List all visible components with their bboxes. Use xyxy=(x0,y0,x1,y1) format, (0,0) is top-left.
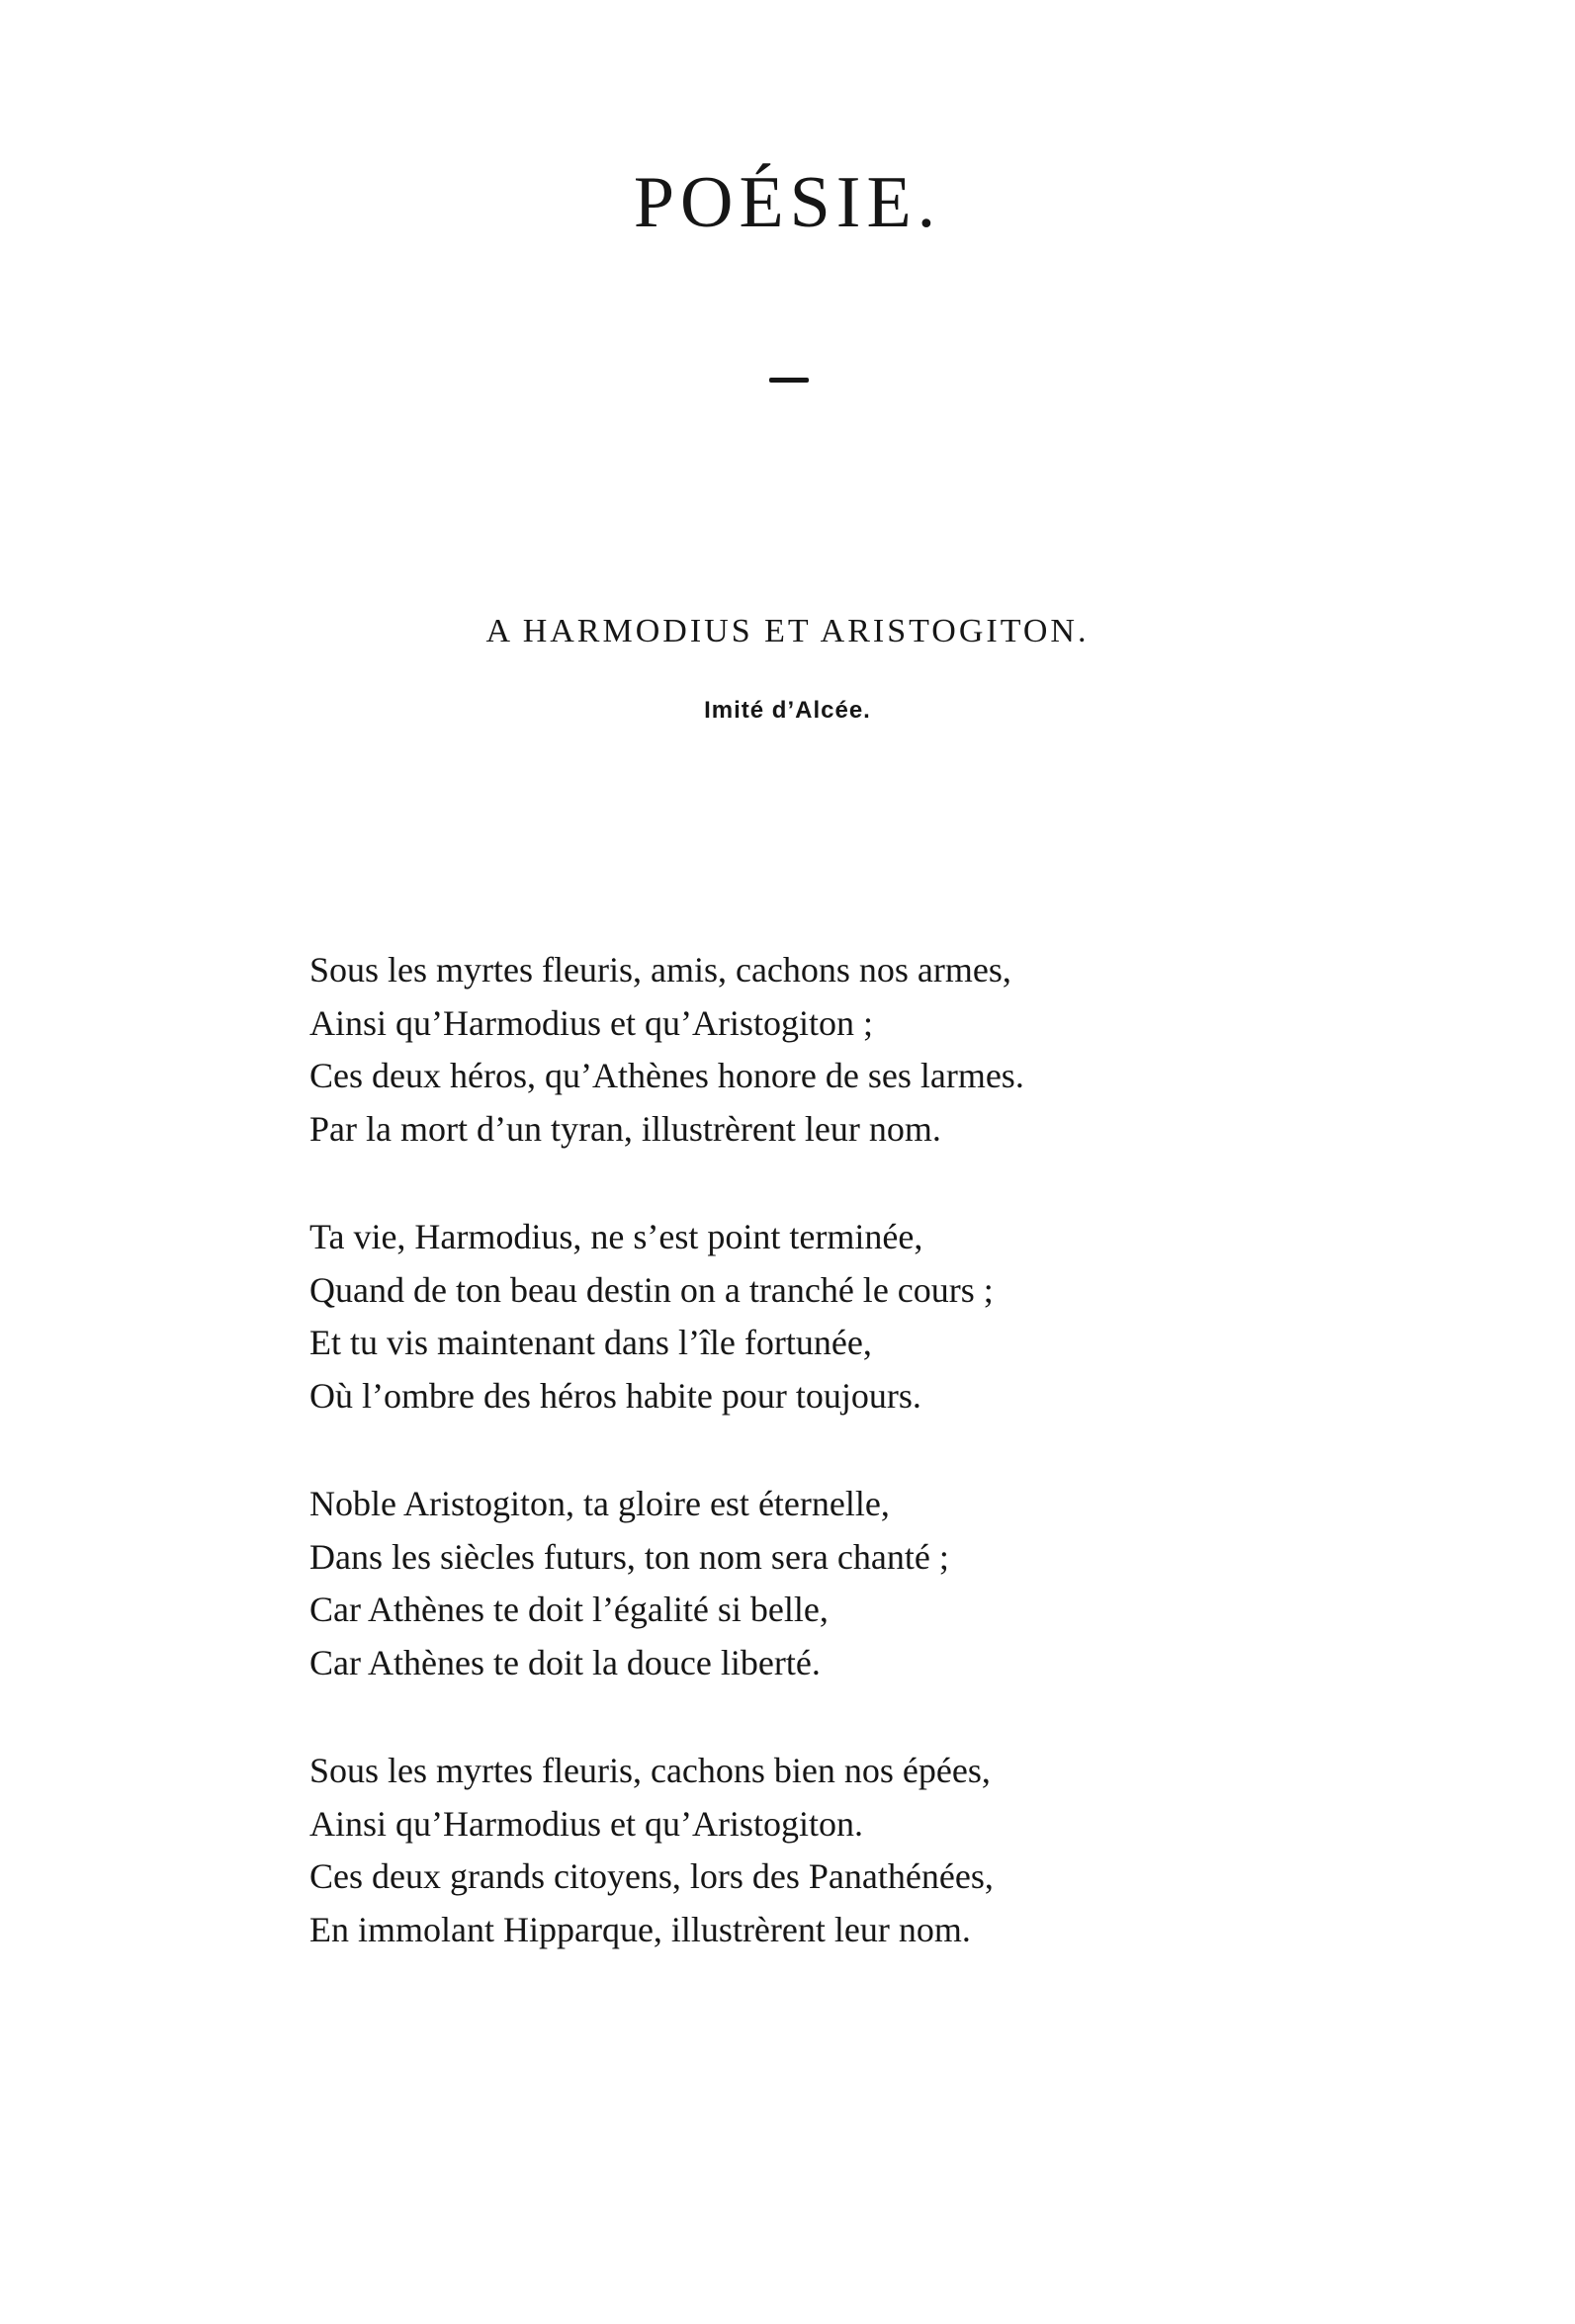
verse-line: Ta vie, Harmodius, ne s’est point terminée, xyxy=(309,1217,923,1256)
stanza xyxy=(309,1745,1298,1956)
verse-line: Où l’ombre des héros habite pour toujours. xyxy=(309,1375,921,1416)
verse-line: Par la mort d’un tyran, illustrèrent leur nom. xyxy=(309,1108,941,1149)
stanza xyxy=(309,944,1298,1156)
poem-body xyxy=(309,944,1298,2012)
verse-line: Noble Aristogiton, ta gloire est éternelle, xyxy=(309,1484,890,1523)
stanza xyxy=(309,1478,1298,1689)
verse-line: Car Athènes te doit la douce liberté. xyxy=(309,1642,821,1682)
stanza xyxy=(309,1211,1298,1422)
section-title: POÉSIE. xyxy=(633,162,942,243)
verse-line: Dans les siècles futurs, ton nom sera chanté ; xyxy=(309,1536,949,1577)
poem-title: A HARMODIUS ET ARISTOGITON. xyxy=(485,613,1090,649)
verse-line: Quand de ton beau destin on a tranché le cours ; xyxy=(309,1269,994,1310)
verse-line: Ces deux héros, qu’Athènes honore de ses larmes. xyxy=(309,1056,1024,1095)
verse-line: Et tu vis maintenant dans l’île fortunée, xyxy=(309,1323,872,1362)
verse-line: Car Athènes te doit l’égalité si belle, xyxy=(309,1590,829,1629)
verse-line: Ainsi qu’Harmodius et qu’Aristogiton ; xyxy=(309,1002,873,1043)
verse-line: Ces deux grands citoyens, lors des Panathénées, xyxy=(309,1856,994,1896)
verse-line: Sous les myrtes fleuris, amis, cachons nos armes, xyxy=(309,950,1011,990)
ornamental-rule xyxy=(769,378,809,383)
verse-line: Ainsi qu’Harmodius et qu’Aristogiton. xyxy=(309,1803,863,1844)
verse-line: En immolant Hipparque, illustrèrent leur nom. xyxy=(309,1909,971,1949)
verse-line: Sous les myrtes fleuris, cachons bien nos épées, xyxy=(309,1751,991,1790)
poem-subtitle: Imité d’Alcée. xyxy=(704,697,871,724)
